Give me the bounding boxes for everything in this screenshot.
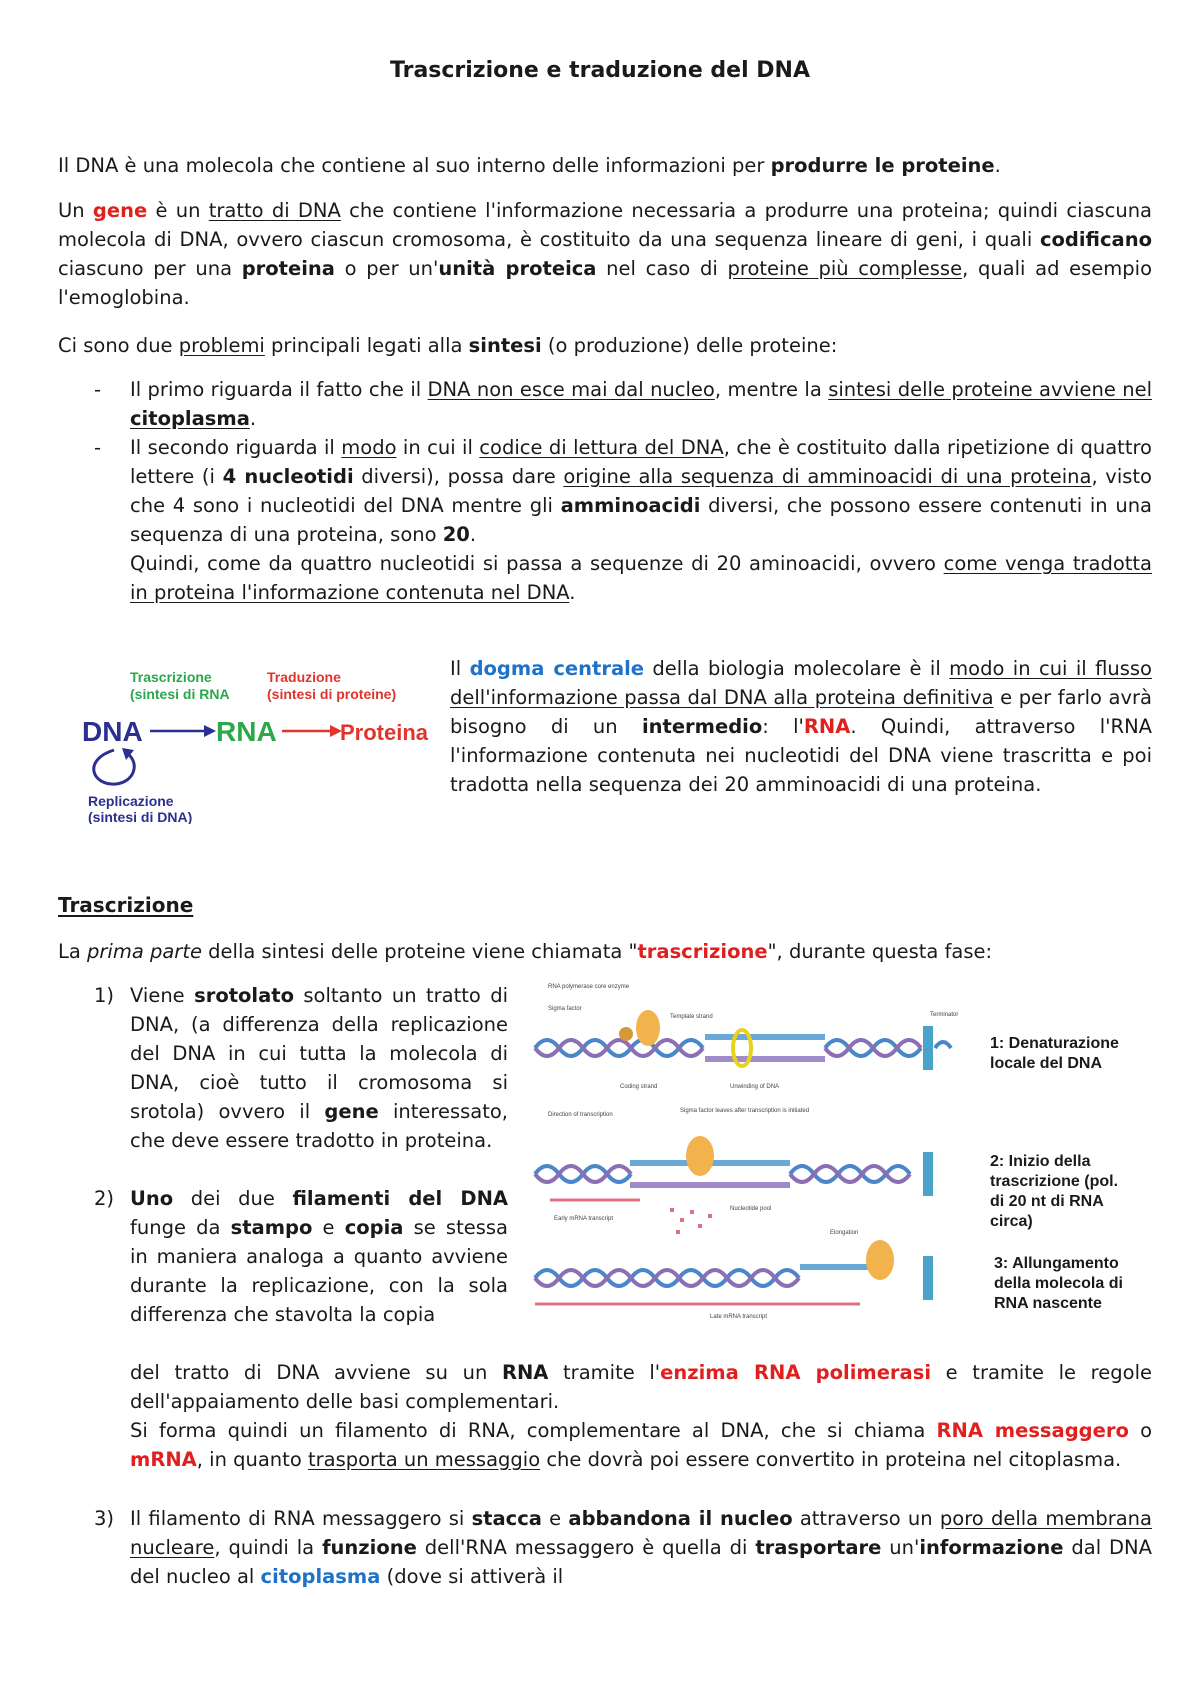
underline-text: DNA non esce mai dal nucleo [427,378,715,401]
underline-text: tratto di DNA [208,199,341,222]
text: Il secondo riguarda il [130,436,342,459]
page-title: Trascrizione e traduzione del DNA [390,58,810,83]
intro-text: Il DNA è una molecola che contiene al suo interno delle informazioni per [58,154,771,177]
underline-text: come venga tradotta in proteina l'informazione contenuta nel DNA [130,552,1152,604]
text: soltanto un tratto di DNA, (a differenza della replicazione del DNA in cui tutta la molecola di DNA, cioè tutto il cromosoma si srotola) ovvero il [130,984,508,1123]
bullet-dash: - [94,378,102,401]
trascrizione-intro [58,937,1152,966]
text: e tramite le regole dell'appaiamento delle basi complementari. [130,1361,1152,1413]
underline-text: poro della membrana nucleare [130,1507,1152,1559]
stage-3-diagram [535,1230,1123,1320]
sigma-factor [619,1027,633,1041]
figure-dna: DNA [82,716,143,747]
text: Il [450,657,470,680]
intro-paragraph [58,151,1152,180]
text: e per farlo avrà bisogno di un [450,686,1152,738]
text: La [58,940,88,963]
bold-text: trasportare [755,1536,882,1559]
terminator-block [923,1026,933,1070]
section-heading-trascrizione: Trascrizione [58,893,194,917]
text: Il filamento di RNA messaggero si [130,1507,472,1530]
italic-text: prima parte [87,940,202,963]
bold-text: srotolato [194,984,294,1007]
text: dei due [173,1187,293,1210]
text: Si forma quindi un filamento di RNA, complementare al DNA, che si chiama [130,1419,937,1442]
label-late-mrna: Late mRNA transcript [710,1314,768,1320]
intro-bold: produrre le proteine [770,154,995,177]
stage-1-diagram [535,984,1119,1090]
text: se stessa in maniera analoga a quanto avviene durante la replicazione, con la sola differenza che stavolta la copia [130,1216,508,1326]
bold-text: gene [324,1100,379,1123]
text: o per un' [334,257,439,280]
text: , visto che 4 sono i nucleotidi del DNA mentre gli [130,465,1152,517]
bold-text: proteina [241,257,335,280]
text: , che è costituito dalla ripetizione di quattro lettere (i [130,436,1152,488]
text: diversi, che possono essere contenuti in una sequenza di una proteina, sono [130,494,1152,546]
figure-label-trascrizione-sub: (sintesi di RNA [130,686,230,702]
bold-text: codificano [1039,228,1152,251]
underline-text: codice di lettura del DNA [479,436,724,459]
text: funge da [130,1216,231,1239]
bullet-dash: - [94,436,102,459]
nucleotide-pool [670,1208,712,1234]
figure-rna: RNA [216,716,277,747]
underline-text: modo [341,436,397,459]
text: e [541,1507,569,1530]
label-rna-polymerase: RNA polymerase core enzyme [548,984,630,990]
text: della biologia molecolare è il [644,657,950,680]
arrow-head [204,725,216,737]
bold-text: sintesi [468,334,542,357]
underline-text: proteine più complesse [727,257,963,280]
text: , quali ad esempio l'emoglobina. [58,257,1153,309]
figure-label-replicazione-sub: (sintesi di DNA) [88,809,193,824]
text: Un [58,199,93,222]
text: principali legati alla [264,334,469,357]
underline-bold-text: citoplasma [130,407,250,430]
list-number: 1) [94,984,115,1007]
text: interessato, che deve essere tradotto in proteina. [130,1100,509,1152]
step-2-part-1 [130,1184,508,1329]
text: (dove si attiverà il [380,1565,564,1588]
dna-strand [935,1042,951,1048]
terminator-block [923,1256,933,1300]
problem-2 [130,433,1152,607]
text: Ci sono due [58,334,179,357]
rna-polymerase [686,1136,714,1176]
bold-text: funzione [322,1536,417,1559]
transcription-figure [530,978,1152,1320]
figure-label-traduzione-sub: (sintesi di proteine) [267,686,397,702]
dna-strand [535,1040,703,1056]
text: : l' [762,715,804,738]
text: che contiene l'informazione necessaria a produrre una proteina; quindi ciascuna molecola di DNA, ovvero ciascun cromosoma, è costituito da una sequenza lineare di geni, i quali [58,199,1152,251]
text: un' [881,1536,920,1559]
red-term: trascrizione [637,940,768,963]
red-term: RNA [803,715,851,738]
bold-text: stampo [230,1216,313,1239]
text: (o produzione) delle proteine: [541,334,838,357]
step-1 [130,981,508,1155]
text: del tratto di DNA avviene su un [130,1361,502,1384]
bold-text: 4 nucleotidi [222,465,354,488]
dogma-paragraph [450,654,1152,799]
step-2-part-2 [130,1358,1152,1474]
text: , mentre la [714,378,829,401]
bold-text: intermedio [641,715,763,738]
text: Viene [130,984,195,1007]
text: ", durante questa fase: [767,940,993,963]
dogma-term: dogma centrale [469,657,645,680]
blue-term: citoplasma [260,1565,381,1588]
figure-label-replicazione: Replicazione [88,793,174,809]
label-template-strand: Template strand [670,1014,713,1020]
stage-2-diagram [535,1108,1118,1234]
underline-text: problemi [178,334,265,357]
label-unwinding: Unwinding of DNA [730,1084,780,1090]
rna-polymerase [636,1010,660,1046]
problems-paragraph [58,331,1152,360]
text: o [1128,1419,1152,1442]
rna-polymerase [866,1240,894,1280]
bold-text: 20 [442,523,470,546]
text: diversi), possa dare [353,465,564,488]
coding-strand [630,1182,790,1188]
label-terminator: Terminator [930,1012,959,1018]
red-term: RNA messaggero [936,1419,1129,1442]
list-number: 2) [94,1187,115,1210]
text: della sintesi delle proteine viene chiamata " [201,940,638,963]
text: Il primo riguarda il fatto che il [130,378,428,401]
label-early-mrna: Early mRNA transcript [554,1216,614,1222]
bold-text: unità proteica [438,257,597,280]
text: tramite l' [548,1361,661,1384]
label-elongation: Elongation [830,1230,859,1236]
gene-term: gene [92,199,148,222]
figure-proteina: Proteina [340,720,429,745]
bold-text: RNA [501,1361,549,1384]
text: dell'RNA messaggero è quella di [416,1536,756,1559]
intro-end: . [994,154,1001,177]
step-3 [130,1504,1152,1591]
bold-text: stacca [471,1507,542,1530]
text: che dovrà poi essere convertito in proteina nel citoplasma. [540,1448,1122,1471]
text: e [312,1216,345,1239]
label-nucleotide-pool: Nucleotide pool [730,1206,772,1212]
text: , in quanto [196,1448,308,1471]
underline-text: origine alla sequenza di amminoacidi di una proteina [563,465,1092,488]
gene-paragraph [58,196,1152,312]
text: ciascuno per una [58,257,242,280]
text: . [249,407,257,430]
stage-2-label: 2: Inizio della trascrizione (pol. di 20 nt di RNA circa) [990,1153,1119,1230]
text: Quindi, come da quattro nucleotidi si passa a sequenze di 20 aminoacidi, ovvero [130,552,944,575]
figure-label-traduzione: Traduzione [267,669,341,685]
label-coding-strand: Coding strand [620,1084,658,1090]
text: è un [147,199,209,222]
coding-strand [705,1056,825,1062]
bold-text: Uno [130,1187,174,1210]
terminator-block [923,1152,933,1196]
bold-text: abbandona il nucleo [568,1507,793,1530]
text: , quindi la [214,1536,323,1559]
stage-3-label: 3: Allungamento della molecola di RNA nascente [994,1255,1123,1312]
central-dogma-figure [82,664,434,824]
problem-1 [130,375,1152,433]
label-sigma-leaves: Sigma factor leaves after transcription is initiated [680,1108,810,1114]
text: . [469,523,477,546]
label-sigma-factor: Sigma factor [548,1006,582,1012]
red-term: enzima RNA polimerasi [660,1361,931,1384]
text: dal DNA del nucleo al [130,1536,1152,1588]
underline-text: modo in cui il flusso dell'informazione passa dal DNA alla proteina definitiva [450,657,1152,709]
label-direction: Direction of transcription [548,1112,613,1118]
figure-label-trascrizione: Trascrizione [130,669,212,685]
stage-1-label: 1: Denaturazione locale del DNA [990,1035,1119,1072]
red-term: mRNA [130,1448,197,1471]
text: attraverso un [792,1507,940,1530]
underline-text: trasporta un messaggio [307,1448,541,1471]
bold-text: copia [344,1216,404,1239]
text: . Quindi, attraverso l'RNA l'informazione contenuta nei nucleotidi del DNA viene trascritta e poi tradotta nella sequenza dei 20 amminoacidi di una proteina. [450,715,1152,796]
template-strand [705,1034,825,1040]
bold-text: informazione [919,1536,1064,1559]
bold-text: filamenti del DNA [292,1187,508,1210]
bold-text: amminoacidi [560,494,701,517]
text: nel caso di [596,257,728,280]
text: in cui il [396,436,480,459]
text: . [569,581,576,604]
list-number: 3) [94,1507,115,1530]
underline-text: sintesi delle proteine avviene nel [828,378,1152,401]
